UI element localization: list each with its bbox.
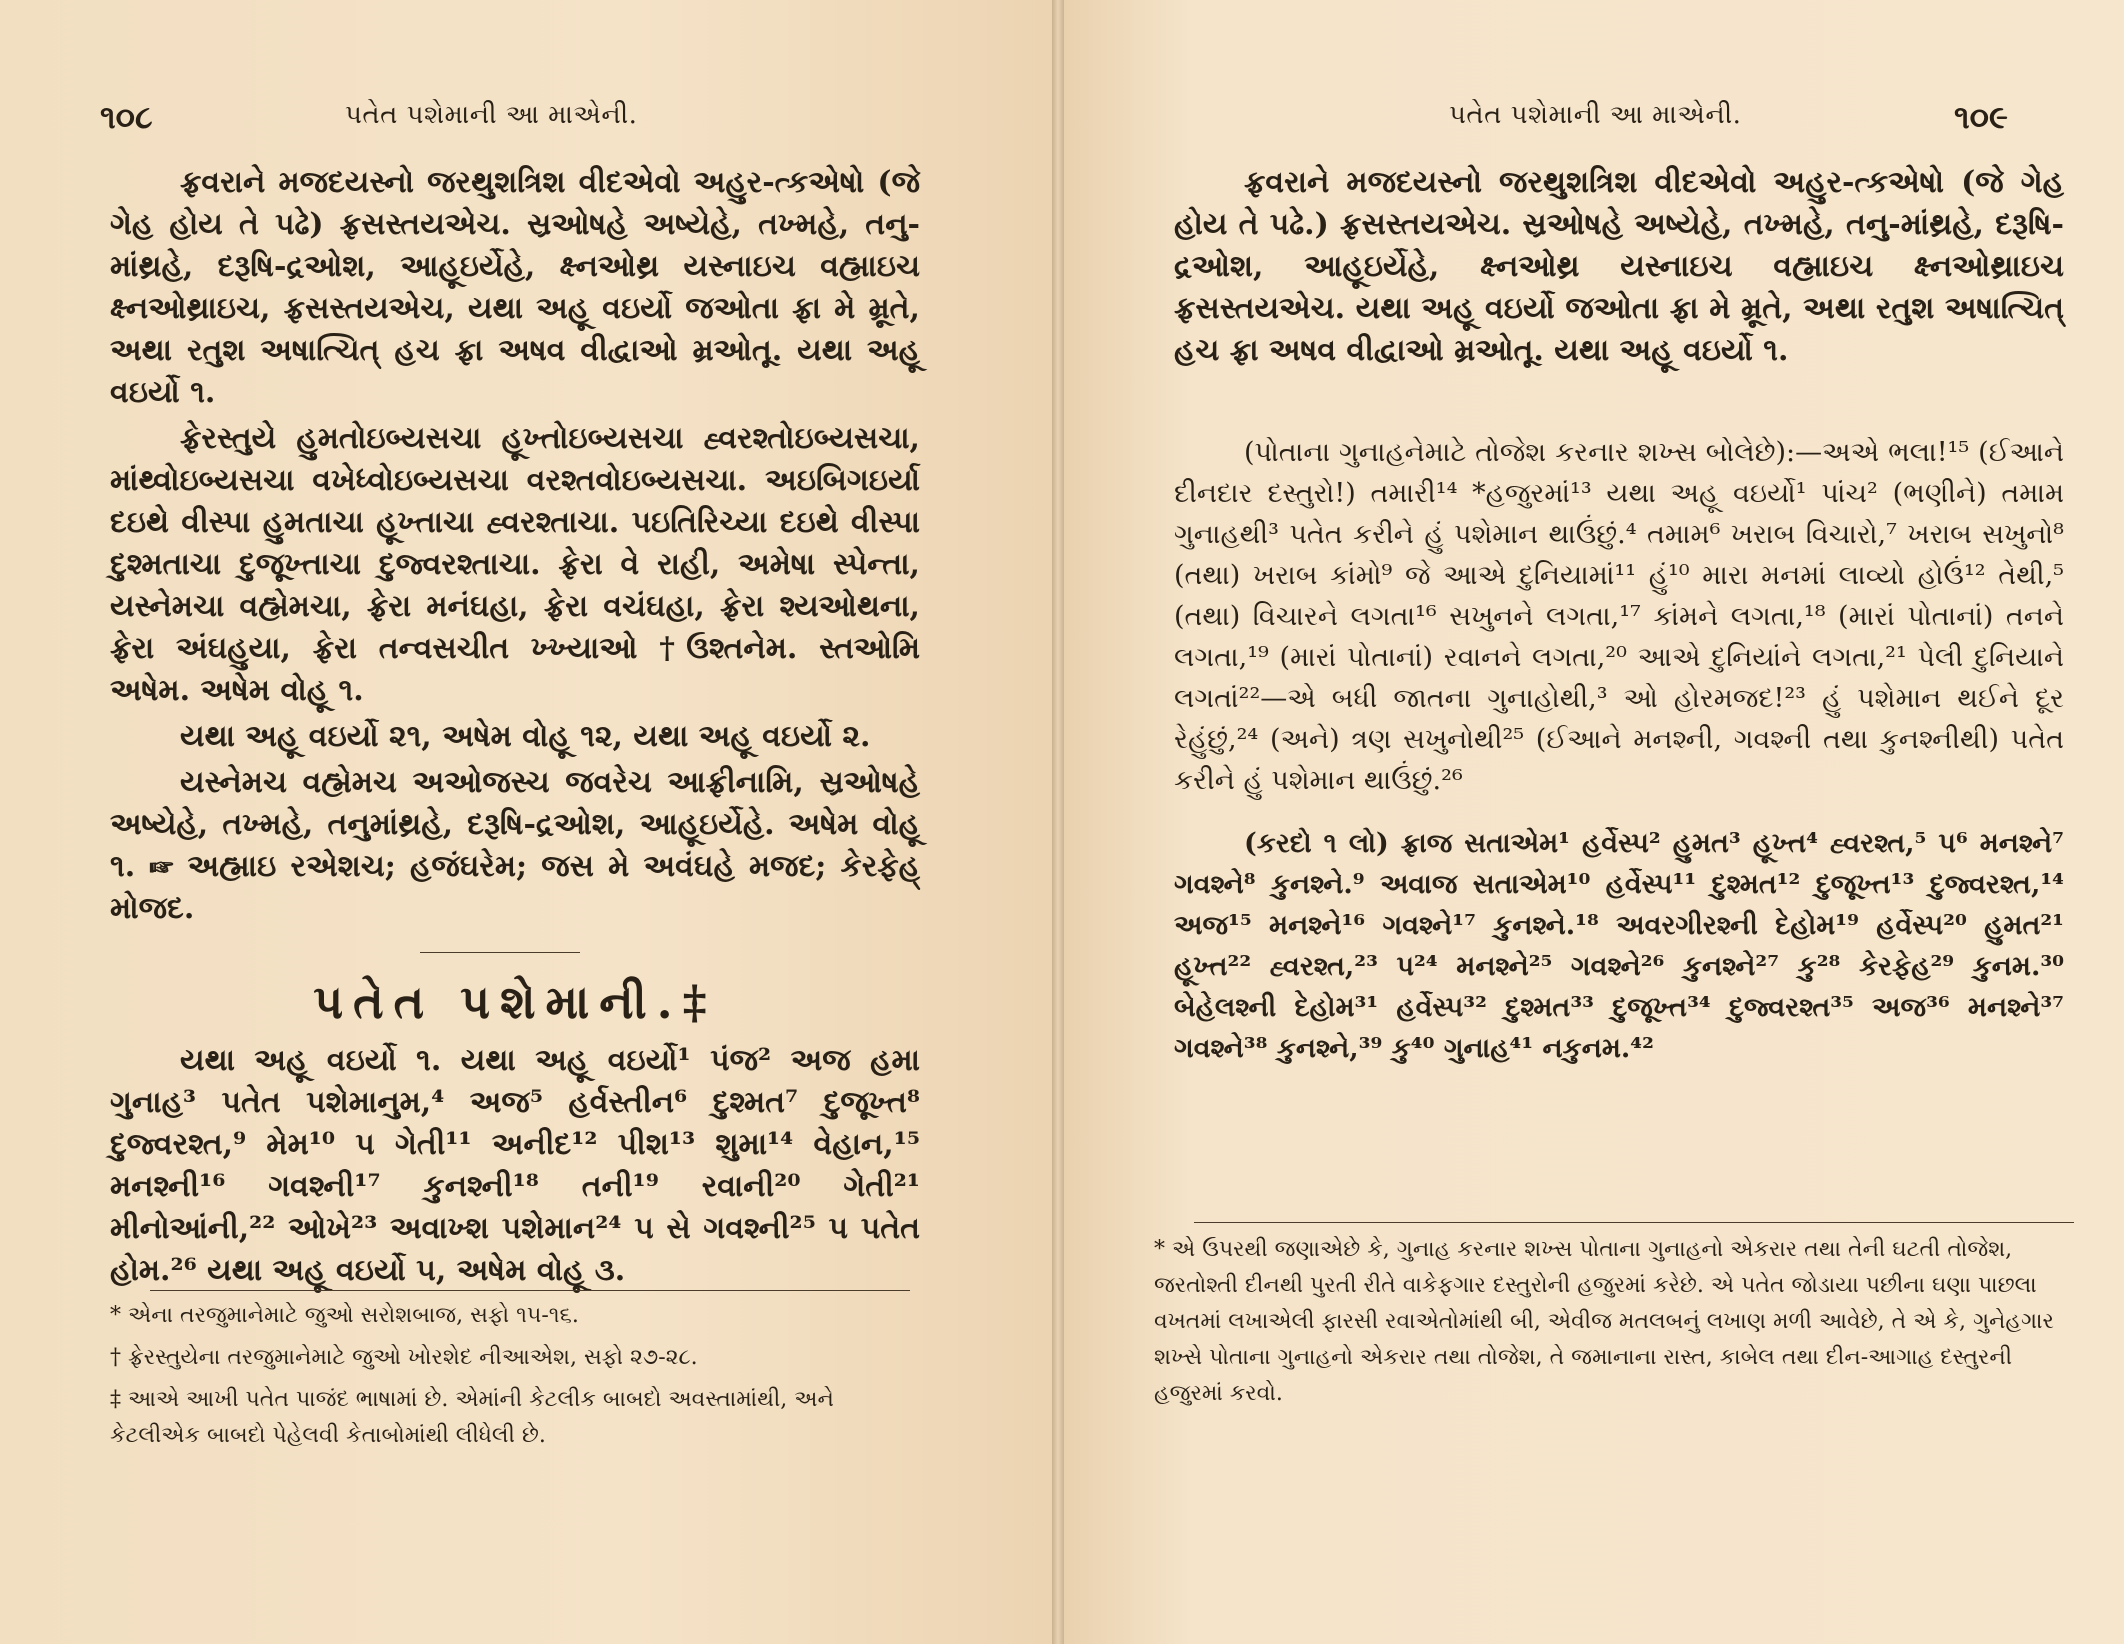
paragraph: (પોતાના ગુનાહનેમાટે તોજેશ કરનાર શખ્સ બોલેછે):—અએ ભલા!¹⁵ (ઈઆને દીનદાર દસ્તુરો!) તમારી¹⁴ *હજુરમાં¹³ યથા અહૂ વઇર્યો¹ પાંચ² (ભણીને) તમામ ગુનાહથી³ પતેત કરીને હું પશેમાન થાઉંછું.⁴ તમામ⁶ ખરાબ વિચારો,⁷ ખરાબ સખુનો⁸ (તથા) ખરાબ કાંમો⁹ જે આએ દુનિયામાં¹¹ હું¹⁰ મારા મનમાં લાવ્યો હોઉં¹² તેથી,⁵ (તથા) વિચારને લગતા¹⁶ સખુનને લગતા,¹⁷ કાંમને લગતા,¹⁸ (મારાં પોતાનાં) તનને લગતા,¹⁹ (મારાં પોતાનાં) રવાનને લગતા,²⁰ આએ દુનિયાંને લગતા,²¹ પેલી દુનિયાને લગતાં²²—એ બધી જાતના ગુનાહોથી,³ ઓ હોરમજદ!²³ હું પશેમાન થઈને દૂર રેહુંછું,²⁴ (અને) ત્રણ સખુનોથી²⁵ (ઈઆને મનશ્ની, ગવશ્ની તથા કુનશ્નીથી) પતેત કરીને હું પશેમાન થાઉંછું.²⁶ bbox=[1174, 437, 2064, 796]
page-number: ૧૦૯ bbox=[1954, 98, 2008, 136]
footnote-rule bbox=[1194, 1222, 2074, 1223]
right-page bbox=[1064, 0, 2124, 1644]
section-divider bbox=[420, 952, 580, 953]
running-head: પતેત પશેમાની આ માએની. bbox=[1449, 100, 1742, 130]
footnote: * એ ઉપરથી જણાએછે કે, ગુનાહ કરનાર શખ્સ પોતાના ગુનાહનો એકરાર તથા તેની ઘટતી તોજેશ, જરતોશ્તી દીનથી પુરતી રીતે વાકેફગાર દસ્તુરોની હજુરમાં કરેછે. એ પતેત જોડાયા પછીના ઘણા પાછલા વખતમાં લખાએલી ફારસી રવાએતોમાંથી બી, એવીજ મતલબનું લખાણ મળી આવેછે, તે એ કે, ગુનેહગાર શખ્સે પોતાના ગુનાહનો એકરાર તથા તોજેશ, તે જમાનાના રાસ્ત, કાબેલ તથા દીન-આગાહ દસ્તુરની હજુરમાં કરવો. bbox=[1154, 1237, 2054, 1406]
avesta-text-block bbox=[110, 162, 920, 934]
footnote: † ફ્રેરસ્તુયેના તરજુમાનેમાટે જુઓ ખોરશેદ નીઆએશ, સફો ૨૭-૨૮. bbox=[110, 1345, 698, 1370]
section-text-block bbox=[110, 1040, 920, 1296]
footnotes bbox=[110, 1298, 930, 1460]
left-page bbox=[0, 0, 1052, 1644]
paragraph: (કરદો ૧ લો) ફ્રાજ સતાએમ¹ હર્વેસ્પ² હુમત³ હૂખ્ત⁴ હ્વરશ્ત,⁵ પ⁶ મનશ્ને⁷ ગવશ્ને⁸ કુનશ્ને.⁹ અવાજ સતાએમ¹⁰ હર્વેસ્પ¹¹ દુશ્મત¹² દુજૂખ્ત¹³ દુજ્વરશ્ત,¹⁴ અજ¹⁵ મનશ્ને¹⁶ ગવશ્ને¹⁷ કુનશ્ને.¹⁸ અવરગીરશ્ની દેહોમ¹⁹ હર્વેસ્પ²⁰ હુમત²¹ હૂખ્ત²² હ્વરશ્ત,²³ પ²⁴ મનશ્ને²⁵ ગવશ્ને²⁶ કુનશ્ને²⁷ કુ²⁸ કેરફેહ²⁹ કુનમ.³⁰ બેહેલશ્ની દેહોમ³¹ હર્વેસ્પ³² દુશ્મત³³ દુજૂખ્ત³⁴ દુજ્વરશ્ત³⁵ અજ³⁶ મનશ્ને³⁷ ગવશ્ને³⁸ કુનશ્ને,³⁹ કુ⁴⁰ ગુનાહ⁴¹ નકુનમ.⁴² bbox=[1174, 828, 2064, 1064]
section-title: પતેત પશેમાની.‡ bbox=[313, 975, 717, 1029]
paragraph: ફ્રેરસ્તુયે હુમતોઇબ્યસચા હૂખ્તોઇબ્યસચા હ્વરશ્તોઇબ્યસચા, માંથ્વોઇબ્યસચા વખેધ્વોઇબ્યસચા વરશ્તવોઇબ્યસચા. અઇબિગઇર્યા દઇથે વીસ્પા હુમતાચા હૂખ્તાચા હ્વરશ્તાચા. પઇતિરિચ્યા દઇથે વીસ્પા દુશ્મતાચા દુજૂખ્તાચા દુજ્વરશ્તાચા. ફ્રેરા વે રાહી, અમેષા સ્પેન્તા, યસ્નેમચા વહ્મેમચા, ફ્રેરા મનંઘહા, ફ્રેરા વચંઘહા, ફ્રેરા શ્યઓથના, ફ્રેરા અંઘહુયા, ફ્રેરા તન્વસચીત ખ્ખ્યાઓ †ઉશ્તનેમ. સ્તઓમિ અષેમ. અષેમ વોહૂ ૧. bbox=[110, 421, 920, 708]
footnote-rule bbox=[150, 1290, 910, 1291]
avesta-text-block bbox=[1174, 162, 2064, 376]
page-number: ૧૦૮ bbox=[100, 98, 153, 136]
paragraph: યથા અહૂ વઇર્યો ૨૧, અષેમ વોહૂ ૧૨, યથા અહૂ વઇર્યો ૨. bbox=[180, 719, 871, 754]
running-head: પતેત પશેમાની આ માએની. bbox=[345, 100, 638, 130]
footnote: ‡ આએ આખી પતેત પાજંદ ભાષામાં છે. એમાંની કેટલીક બાબદો અવસ્તામાંથી, અને કેટલીએક બાબદો પેહેલવી કેતાબોમાંથી લીધેલી છે. bbox=[110, 1387, 834, 1448]
translation-block bbox=[1174, 432, 2064, 1073]
paragraph: યથા અહૂ વઇર્યો ૧. યથા અહૂ વઇર્યો¹ પંજ² અજ હમા ગુનાહ³ પતેત પશેમાનુમ,⁴ અજ⁵ હર્વસ્તીન⁶ દુશ્મત⁷ દુજૂખ્ત⁸ દુજ્વરશ્ત,⁹ મેમ¹⁰ પ ગેતી¹¹ અનીદ¹² પીશ¹³ શુમા¹⁴ વેહાન,¹⁵ મનશ્ની¹⁶ ગવશ્ની¹⁷ કુનશ્ની¹⁸ તની¹⁹ રવાની²⁰ ગેતી²¹ મીનોઆંની,²² ઓખે²³ અવાખ્શ પશેમાન²⁴ પ સે ગવશ્ની²⁵ પ પતેત હોમ.²⁶ યથા અહૂ વઇર્યો ૫, અષેમ વોહૂ ૩. bbox=[110, 1043, 920, 1288]
footnotes bbox=[1154, 1232, 2064, 1418]
book-gutter bbox=[1052, 0, 1064, 1644]
paragraph: ફ્રવરાને મજદયસ્નો જરથુશત્રિશ વીદએવો અહુર-ત્કએષો (જે ગેહ હોય તે પઢે.) ફ્રસસ્તયએચ. સ્રઓષહે અષ્યેહે, તખ્મહે, તનુ-માંથ્રહે, દરૂષિ-દ્રઓશ, આહૂઇર્યેહે, ક્ષ્નઓથ્ર યસ્નાઇચ વહ્માઇચ ક્ષ્નઓથ્રાઇચ ફ્રસસ્તયએચ. યથા અહૂ વઇર્યો જઓતા ફ્રા મે મ્રૂતે, અથા રતુશ અષાત્ચિત્ હચ ફ્રા અષવ વીદ્વાઓ મ્રઓતૂ. યથા અહૂ વઇર્યો ૧. bbox=[1174, 165, 2064, 368]
paragraph: ફ્રવરાને મજદયસ્નો જરથુશત્રિશ વીદએવો અહુર-ત્કએષો (જે ગેહ હોય તે પઢે) ફ્રસસ્તયએચ. સ્રઓષહે અષ્યેહે, તખ્મહે, તનુ-માંથ્રહે, દરૂષિ-દ્રઓશ, આહૂઇર્યેહે, ક્ષ્નઓથ્ર યસ્નાઇચ વહ્માઇચ ક્ષ્નઓથ્રાઇચ, ફ્રસસ્તયએચ, યથા અહૂ વઇર્યો જઓતા ફ્રા મે મ્રૂતે, અથા રતુશ અષાત્ચિત્ હચ ફ્રા અષવ વીદ્વાઓ મ્રઓતૂ. યથા અહૂ વઇર્યો ૧. bbox=[110, 165, 920, 410]
paragraph: યસ્નેમચ વહ્મેમચ અઓજસ્ચ જવરેચ આફ્રીનામિ, સ્રઓષહે અષ્યેહે, તખ્મહે, તનુમાંથ્રહે, દરૂષિ-દ્રઓશ, આહૂઇર્યેહે. અષેમ વોહૂ ૧. ☞ અહ્માઇ રએશચ; હજંઘરેમ; જસ મે અવંઘહે મજદ; કેરફેહ્ મોજદ. bbox=[110, 765, 920, 926]
footnote: * એના તરજુમાનેમાટે જુઓ સરોશબાજ, સફો ૧૫-૧૬. bbox=[110, 1303, 579, 1328]
